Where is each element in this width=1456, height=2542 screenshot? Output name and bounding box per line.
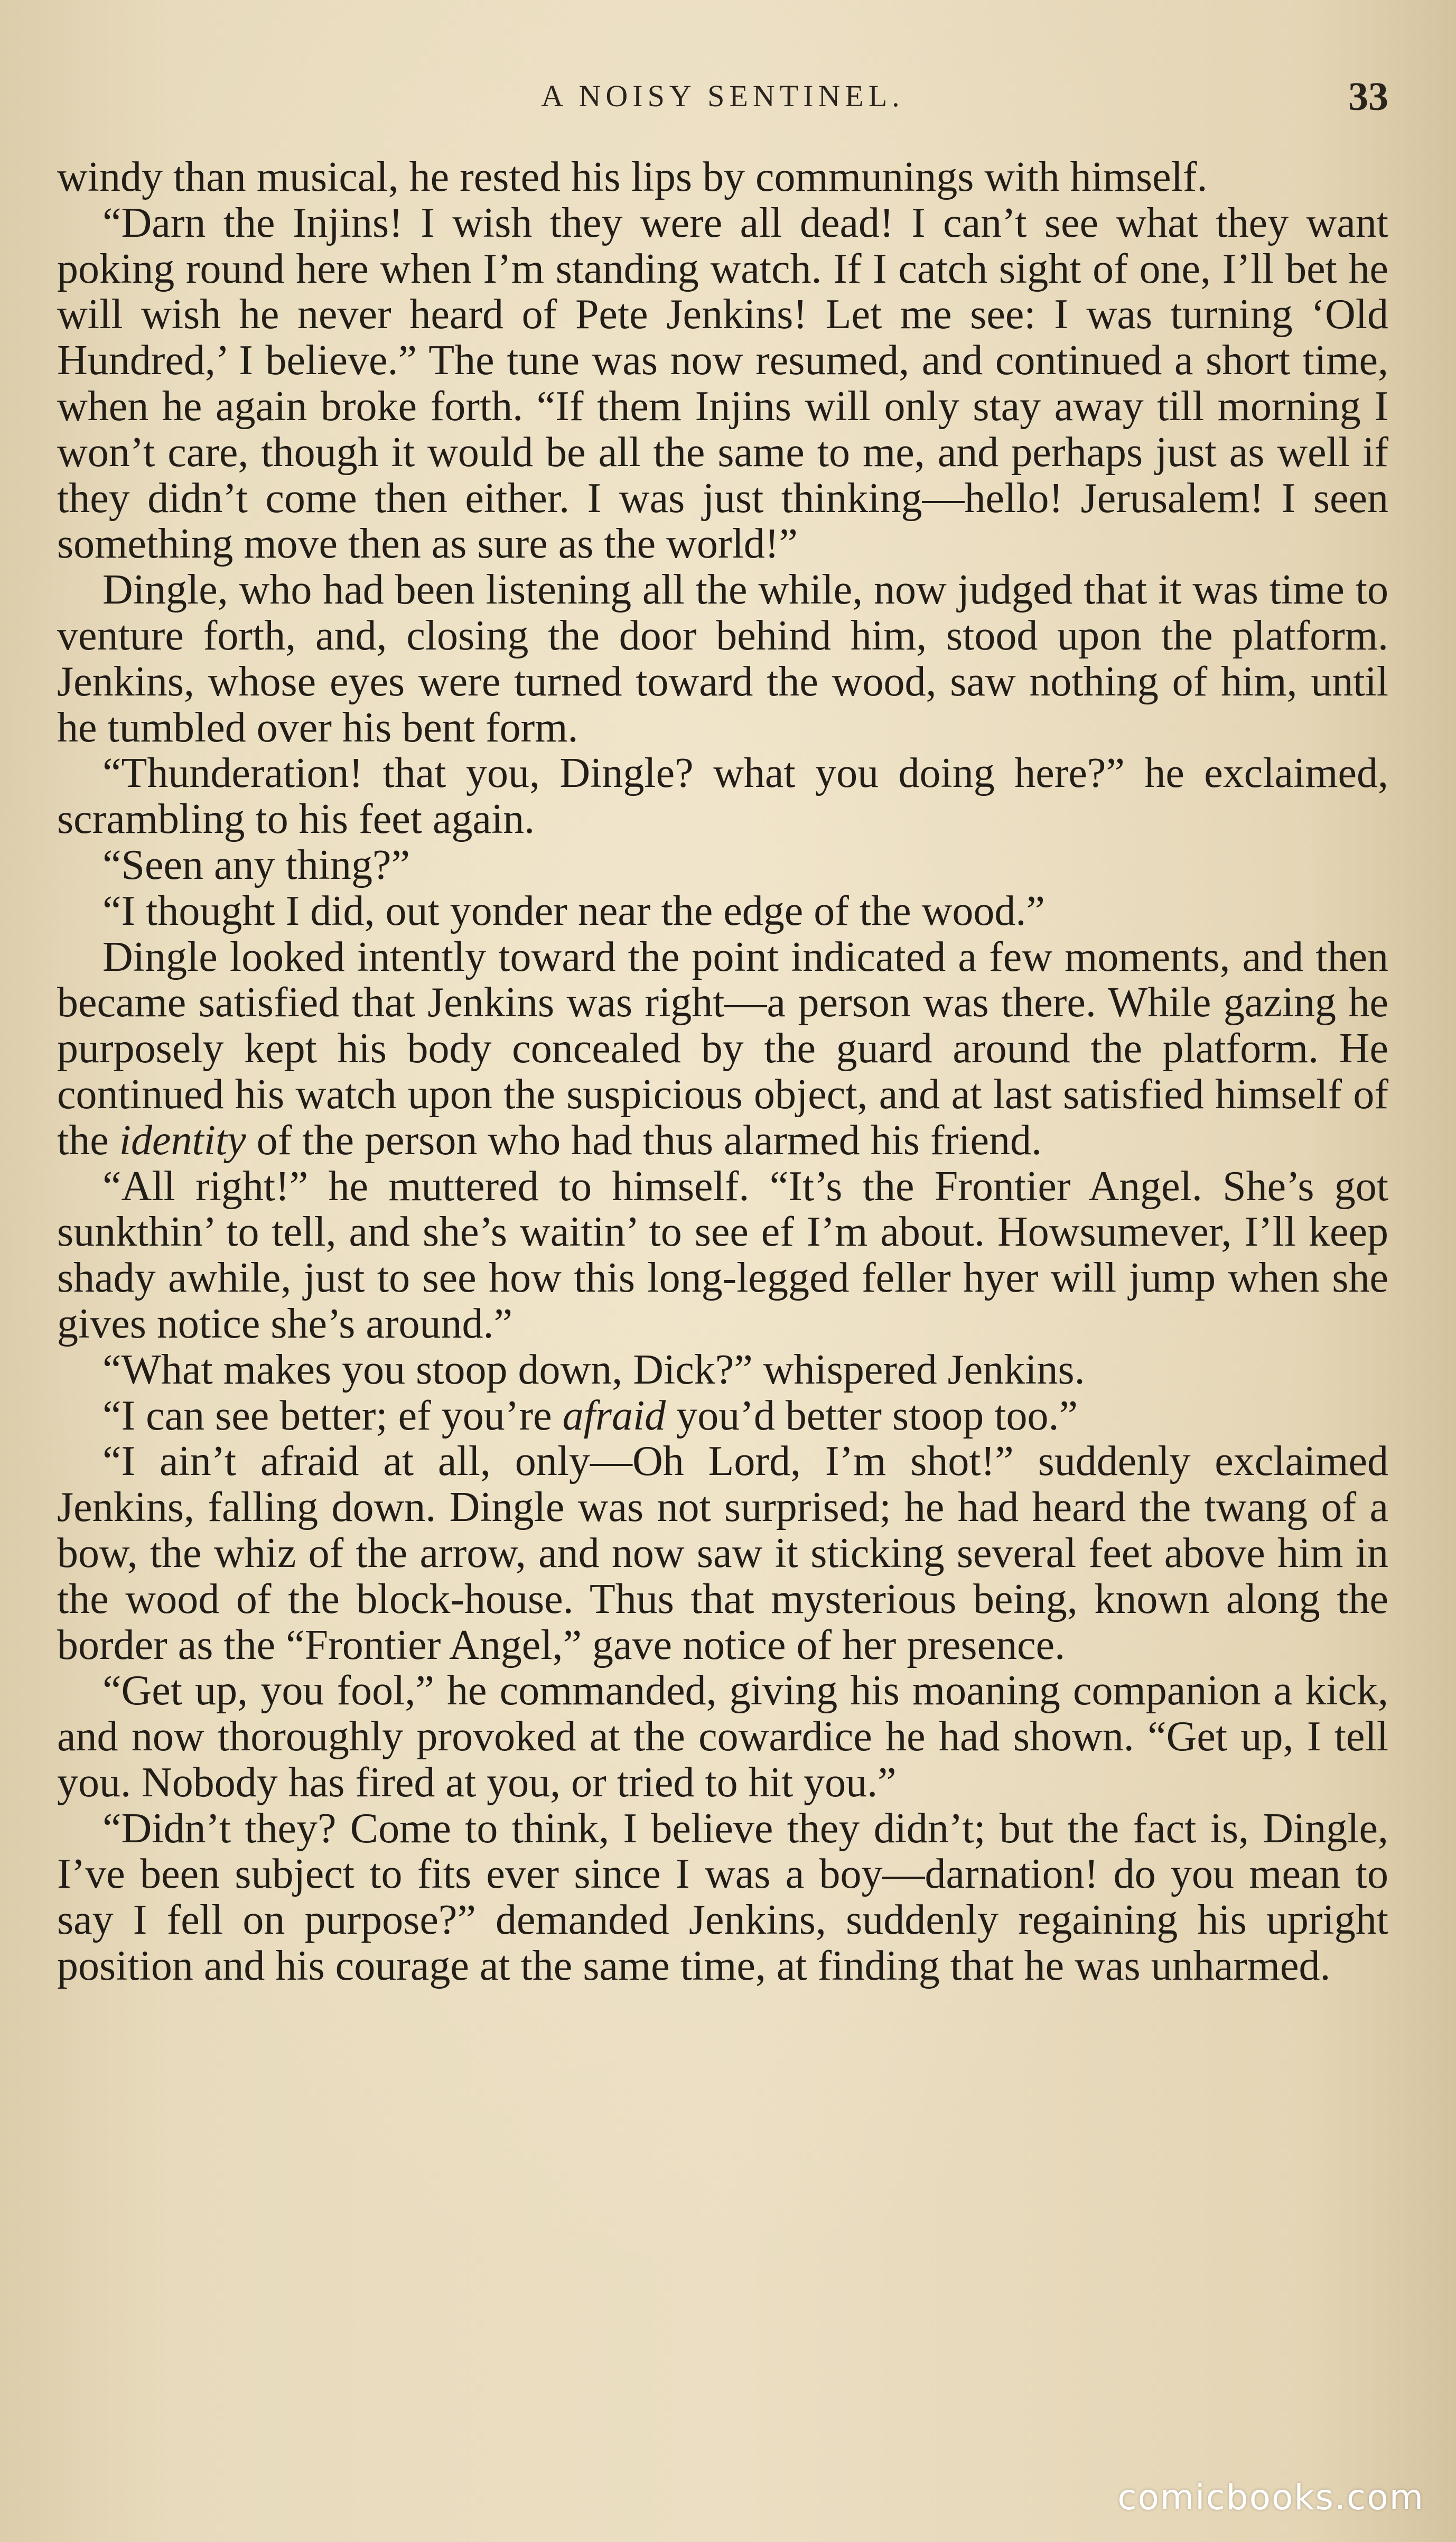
paragraph-text: of the person who had thus alarmed his friend. — [246, 1117, 1042, 1164]
page-header — [57, 75, 1388, 120]
running-title: A NOISY SENTINEL. — [541, 79, 904, 113]
page-number: 33 — [1348, 75, 1388, 119]
paragraph: “Seen any thing?” — [102, 841, 410, 888]
paragraph: “I thought I did, out yonder near the edge of the wood.” — [102, 887, 1045, 934]
paragraph: “Didn’t they? Come to think, I believe they didn’t; but the fact is, Dingle, I’ve been subject to fits ever since I was a boy—darnation! do you mean to say I fell on purpose?” demanded Jenkins, suddenly regaining his upright position and his courage at the same time, at finding that he was unharmed. — [57, 1805, 1388, 1990]
paragraph — [57, 934, 1388, 1164]
watermark: comicbooks.com — [1117, 2477, 1424, 2518]
paragraph — [57, 1393, 1388, 1439]
paragraph: “I ain’t afraid at all, only—Oh Lord, I’m shot!” suddenly exclaimed Jenkins, falling down. Dingle was not surprised; he had heard the twang of a bow, the whiz of the arrow, and now saw it sticking several feet above him in the wood of the block-house. Thus that mysterious being, known along the border as the “Frontier Angel,” gave notice of her presence. — [57, 1438, 1388, 1668]
paragraph: “What makes you stoop down, Dick?” whispered Jenkins. — [102, 1346, 1085, 1393]
paragraph: “Darn the Injins! I wish they were all dead! I can’t see what they want poking round here when I’m standing watch. If I catch sight of one, I’ll bet he will wish he never heard of Pete Jenkins! Let me see: I was turning ‘Old Hundred,’ I believe.” The tune was now resumed, and continued a short time, when he again broke forth. “If them Injins will only stay away till morning I won’t care, though it would be all the same to me, and perhaps just as well if they didn’t come then either. I was just thinking—hello! Jerusalem! I seen something move then as sure as the world!” — [57, 199, 1388, 568]
paragraph: windy than musical, he rested his lips by communings with himself. — [57, 154, 1208, 200]
paragraph: “Thunderation! that you, Dingle? what you doing here?” he exclaimed, scrambling to his feet again. — [57, 750, 1388, 843]
paragraph-text: Dingle looked intently toward the point indicated a few moments, and then became satisfied that Jenkins was right—a person was there. While gazing he purposely kept his body concealed by the guard around the platform. He continued his watch upon the suspicious object, and at last satisfied himself of the — [57, 933, 1388, 1164]
paragraph: Dingle, who had been listening all the while, now judged that it was time to venture forth, and, closing the door behind him, stood upon the platform. Jenkins, whose eyes were turned toward the wood, saw nothing of him, until he tumbled over his bent form. — [57, 567, 1388, 751]
emphasized-word: afraid — [562, 1392, 666, 1439]
paragraph: “All right!” he muttered to himself. “It’s the Frontier Angel. She’s got sunkthin’ to tell, and she’s waitin’ to see ef I’m about. Howsumever, I’ll keep shady awhile, just to see how this long-legged feller hyer will jump when she gives notice she’s around.” — [57, 1163, 1388, 1347]
emphasized-word: identity — [119, 1117, 246, 1164]
paragraph-text: “I can see better; ef you’re — [102, 1392, 563, 1439]
paragraph-text: you’d better stoop too.” — [666, 1392, 1078, 1439]
paragraph: “Get up, you fool,” he commanded, giving his moaning companion a kick, and now thoroughly provoked at the cowardice he had shown. “Get up, I tell you. Nobody has fired at you, or tried to hit you.” — [57, 1667, 1388, 1806]
body-text — [57, 154, 1388, 1989]
